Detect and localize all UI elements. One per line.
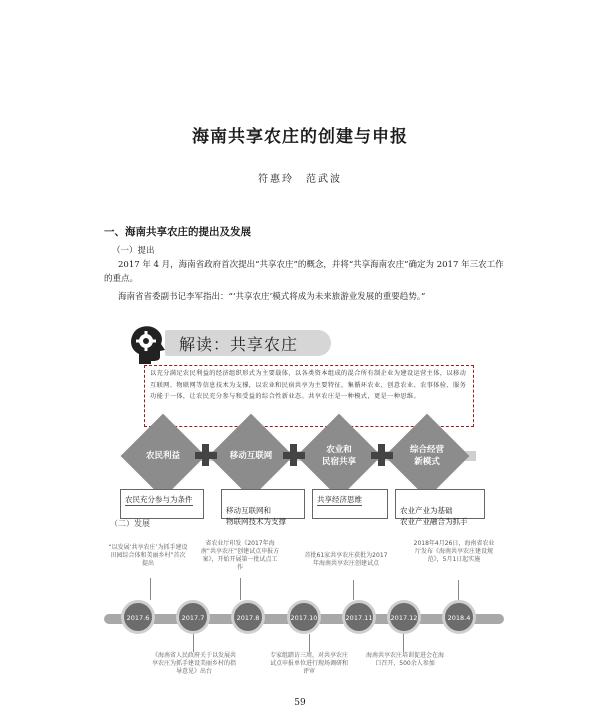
caption-box (120, 489, 204, 519)
banner-title: 解读：共享农庄 (179, 335, 299, 354)
timeline-date: 2017.8 (236, 614, 260, 622)
diamond-label: 综合经营 新模式 (409, 445, 444, 467)
caption-text: 农业产业为基础 农业产业融合为抓手 (400, 506, 468, 526)
head-gear-icon (125, 322, 169, 366)
subsection-heading: （一）提出 (112, 246, 155, 256)
timeline-note: 省农业厅印发《2017年海南“共享农庄”创建试点申报方案》，开始开展第一批试点工作 (200, 540, 280, 571)
infographic-header (125, 322, 485, 370)
plus-icon (290, 444, 297, 466)
timeline-note: 首批61家共享农庄获批为2017年海南共享农庄创建试点 (304, 552, 388, 567)
timeline-date: 2017.10 (290, 614, 318, 622)
timeline-date: 2018.4 (447, 614, 471, 622)
timeline-stem (193, 634, 194, 652)
authors: 符惠玲 范武波 (258, 174, 342, 185)
caption-text: 共享经济思维 (317, 495, 362, 504)
page-number: 59 (294, 698, 306, 708)
plus-icon (202, 444, 209, 466)
timeline-stem (240, 578, 241, 600)
description-text: 以充分满足农民利益的经济组织形式为主要载体，以各类资本组成的混合所有制企业为建设运营主体，以移动互联网、物联网等信息技术为支撑，以农业和民宿共享为主要特征，集循环农业、创意农业、农事体验、服务功能于一体，让农民充分参与和受益的综合性新业态。共享农庄是一种模式，更是一种思维。 (150, 370, 467, 401)
paragraph: 2017 年 4 月，海南省政府首次提出“共享农庄”的概念，并将“共享海南农庄”确定为 2017 年三农工作的重点。 (104, 260, 504, 284)
timeline-note: 专家组踏访三周，对共享农庄试点申报单位进行现场调研和评审 (269, 652, 348, 675)
section-heading: 一、海南共享农庄的提出及发展 (104, 226, 251, 238)
timeline-date: 2017.7 (181, 614, 205, 622)
diamond-label: 农业和 民宿共享 (321, 445, 356, 467)
article-title: 海南共享农庄的创建与申报 (192, 127, 408, 147)
timeline-note: “以发展‘共享农庄’为抓手建设田园综合体和美丽乡村”首次提出 (108, 544, 188, 567)
subsection-heading: （二）发展 (110, 519, 150, 528)
timeline-date: 2017.12 (390, 614, 418, 622)
timeline-stem (458, 580, 459, 600)
timeline-stem (150, 578, 151, 600)
caption-box (312, 489, 388, 519)
caption-box (395, 489, 485, 526)
timeline-date: 2017.11 (345, 614, 373, 622)
timeline-stem (353, 580, 354, 600)
caption-text: 农民充分参与为条件 (125, 495, 193, 504)
timeline-stem (309, 634, 310, 652)
timeline-date: 2017.6 (126, 614, 150, 622)
diamond-label: 农民利益 (145, 451, 180, 461)
caption-text: 移动互联网和 物联网技术为支撑 (226, 506, 286, 526)
timeline-stem (403, 634, 404, 652)
diamond-label: 移动互联网 (229, 451, 273, 461)
plus-icon (378, 444, 385, 466)
caption-box (221, 489, 305, 526)
timeline-note: 海南共享农庄培训促进会在海口召开，500余人参加 (365, 652, 444, 667)
timeline-note: 《海南省人民政府关于以发展共享农庄为抓手建设美丽乡村的指导意见》出台 (151, 652, 236, 675)
timeline-note: 2018年4月26日，海南省农业厅发布《海南共享农庄建设规范》，5月1日起实施 (413, 540, 495, 563)
paragraph: 海南省省委副书记李军指出：“‘共享农庄’模式将成为未来旅游业发展的重要趋势。” (118, 292, 426, 302)
